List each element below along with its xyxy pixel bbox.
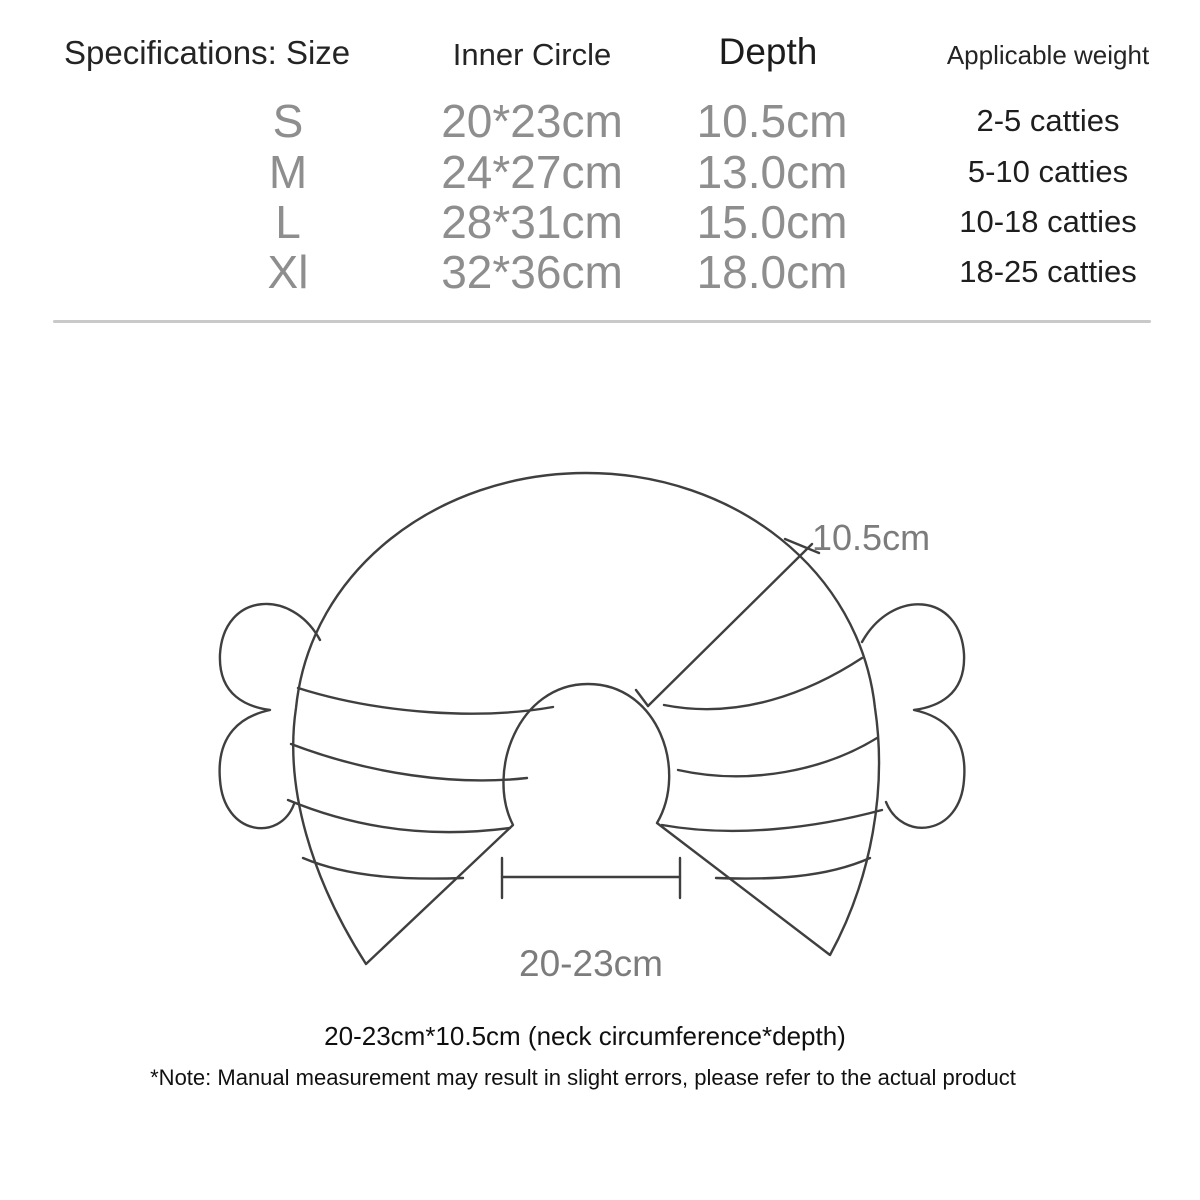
column-header-inner-circle: Inner Circle [452, 37, 612, 72]
right-stripes [662, 658, 882, 879]
horizontal-divider [53, 320, 1151, 323]
depth-dimension-label: 10.5cm [812, 517, 931, 558]
column-header-depth: Depth [718, 31, 818, 72]
weight-cell: 10-18 catties [959, 204, 1137, 239]
neck-cone-diagram [180, 440, 1000, 1020]
depth-cell: 13.0cm [696, 146, 848, 198]
depth-cell: 18.0cm [696, 246, 848, 298]
size-cell: Xl [267, 246, 309, 298]
depth-cell: 15.0cm [696, 196, 848, 248]
depth-cell: 10.5cm [696, 95, 848, 147]
inner-circle-cell: 24*27cm [441, 146, 623, 198]
left-ear-shape [220, 604, 320, 828]
measurement-note: *Note: Manual measurement may result in slight errors, please refer to the actual product [150, 1065, 1016, 1090]
collar-outline [293, 473, 879, 964]
inner-circle-cell: 28*31cm [441, 196, 623, 248]
neck-width-dimension-line [502, 858, 680, 898]
size-cell: M [268, 146, 308, 198]
inner-circle-cell: 20*23cm [441, 95, 623, 147]
weight-cell: 18-25 catties [959, 254, 1137, 289]
column-header-size: Specifications: Size [64, 34, 351, 71]
weight-cell: 2-5 catties [976, 103, 1120, 138]
diagram-caption: 20-23cm*10.5cm (neck circumference*depth) [324, 1021, 846, 1051]
inner-circle-cell: 32*36cm [441, 246, 623, 298]
column-header-weight: Applicable weight [946, 40, 1150, 70]
size-cell: S [272, 95, 304, 147]
size-cell: L [275, 196, 301, 248]
left-stripes [288, 688, 553, 879]
depth-dimension-line [636, 539, 819, 706]
weight-cell: 5-10 catties [967, 154, 1129, 189]
neck-dimension-label: 20-23cm [519, 943, 663, 984]
